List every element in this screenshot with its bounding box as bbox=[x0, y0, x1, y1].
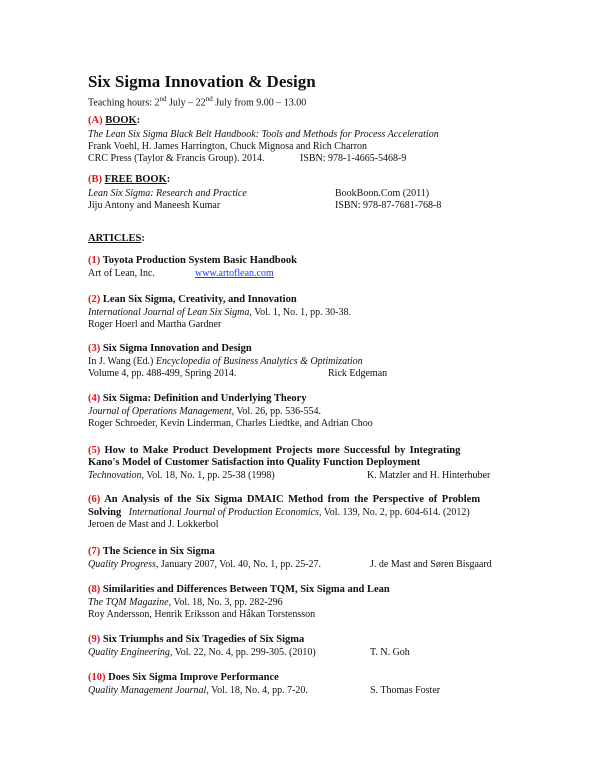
articles-label: ARTICLES bbox=[88, 233, 142, 244]
article-1-title bbox=[88, 255, 297, 266]
article-3-num: (3) bbox=[88, 343, 101, 354]
article-2-details: , Vol. 1, No. 1, pp. 30-38. bbox=[249, 307, 351, 318]
page-title: Six Sigma Innovation & Design bbox=[88, 72, 316, 91]
book-heading bbox=[88, 115, 140, 126]
article-6-citation bbox=[88, 507, 470, 519]
article-10-num: (10) bbox=[88, 672, 106, 683]
article-8-title-text: Similarities and Differences Between TQM, Six Sigma and Lean bbox=[102, 584, 390, 595]
book-authors: Frank Voehl, H. James Harrington, Chuck Mignosa and Rich Charron bbox=[88, 141, 368, 152]
article-5-details: , Vol. 18, No. 1, pp. 25-38 (1998) bbox=[141, 470, 275, 481]
article-10-journal: Quality Management Journal bbox=[88, 685, 207, 696]
book-publisher: CRC Press (Taylor & Francis Group). 2014. bbox=[88, 153, 265, 164]
article-5-citation bbox=[88, 470, 275, 482]
book-colon: : bbox=[136, 115, 141, 126]
article-9-details: , Vol. 22, No. 4, pp. 299-305. (2010) bbox=[169, 647, 316, 658]
article-2-title bbox=[88, 294, 297, 305]
article-2-journal: International Journal of Lean Six Sigma bbox=[88, 307, 250, 318]
article-7-title bbox=[88, 546, 215, 557]
article-8-authors: Roy Andersson, Henrik Eriksson and Håkan Torstensson bbox=[88, 609, 316, 620]
book-num: (A) bbox=[88, 115, 103, 126]
article-10-details: , Vol. 18, No. 4, pp. 7-20. bbox=[206, 685, 308, 696]
article-6-title bbox=[88, 494, 480, 505]
article-10-authors: S. Thomas Foster bbox=[370, 685, 441, 696]
free-book-isbn: ISBN: 978-87-7681-768-8 bbox=[335, 200, 442, 211]
article-5-title-a: How to Make Product Development Projects more Successful by Integrating bbox=[104, 445, 461, 456]
article-6-title-a: An Analysis of the Six Sigma DMAIC Method from the Perspective of Problem bbox=[104, 494, 481, 505]
article-10-title bbox=[88, 672, 279, 683]
article-8-citation bbox=[88, 597, 283, 609]
article-3-journal: Encyclopedia of Business Analytics & Optimization bbox=[155, 356, 363, 367]
article-2-title-text: Lean Six Sigma, Creativity, and Innovation bbox=[102, 294, 297, 305]
free-book-colon: : bbox=[166, 174, 171, 185]
book-isbn: ISBN: 978-1-4665-5468-9 bbox=[300, 153, 407, 164]
teaching-prefix: Teaching hours: 2 bbox=[88, 97, 160, 109]
article-6-details: , Vol. 139, No. 2, pp. 604-614. (2012) bbox=[318, 507, 470, 518]
article-8-num: (8) bbox=[88, 584, 101, 595]
free-book-num: (B) bbox=[88, 174, 102, 185]
article-8-details: , Vol. 18, No. 3, pp. 282-296 bbox=[168, 597, 283, 608]
article-1-title-text: Toyota Production System Basic Handbook bbox=[102, 255, 297, 266]
article-9-authors: T. N. Goh bbox=[370, 647, 410, 658]
free-book-title: Lean Six Sigma: Research and Practice bbox=[88, 188, 247, 199]
article-7-details: , January 2007, Vol. 40, No. 1, pp. 25-27. bbox=[155, 559, 322, 570]
article-3-title bbox=[88, 343, 252, 354]
teaching-sup1: nd bbox=[159, 95, 167, 103]
free-book-authors: Jiju Antony and Maneesh Kumar bbox=[88, 200, 221, 211]
article-9-num: (9) bbox=[88, 634, 101, 645]
book-title: The Lean Six Sigma Black Belt Handbook: Tools and Methods for Process Acceleration bbox=[88, 129, 439, 140]
article-3-details: Volume 4, pp. 488-499, Spring 2014. bbox=[88, 368, 237, 379]
article-8-title bbox=[88, 584, 390, 595]
article-4-title-text: Six Sigma: Definition and Underlying Theory bbox=[102, 393, 307, 404]
article-3-authors: Rick Edgeman bbox=[328, 368, 388, 379]
article-7-citation bbox=[88, 559, 321, 571]
book-label: BOOK bbox=[105, 115, 137, 126]
free-book-heading bbox=[88, 174, 170, 185]
article-3-title-text: Six Sigma Innovation and Design bbox=[102, 343, 252, 354]
article-9-title bbox=[88, 634, 304, 645]
article-6-title-b: Solving bbox=[88, 507, 122, 518]
article-10-citation bbox=[88, 685, 308, 697]
article-4-title bbox=[88, 393, 307, 404]
article-5-num: (5) bbox=[88, 445, 101, 456]
article-2-num: (2) bbox=[88, 294, 101, 305]
article-3-citation bbox=[88, 356, 363, 368]
article-10-title-text: Does Six Sigma Improve Performance bbox=[108, 672, 279, 683]
teaching-hours bbox=[88, 93, 306, 109]
article-1-link[interactable]: www.artoflean.com bbox=[195, 268, 274, 279]
article-5-authors: K. Matzler and H. Hinterhuber bbox=[367, 470, 491, 481]
article-4-num: (4) bbox=[88, 393, 101, 404]
article-7-journal: Quality Progress bbox=[88, 559, 156, 570]
teaching-mid: July – 22 bbox=[166, 97, 206, 109]
article-4-details: , Vol. 26, pp. 536-554. bbox=[231, 406, 321, 417]
article-4-authors: Roger Schroeder, Kevin Linderman, Charles Liedtke, and Adrian Choo bbox=[88, 418, 373, 429]
free-book-label: FREE BOOK bbox=[104, 174, 167, 185]
article-6-journal: International Journal of Production Economics bbox=[128, 507, 319, 518]
article-5-title-b: Kano's Model of Customer Satisfaction into Quality Function Deployment bbox=[88, 457, 421, 468]
teaching-suffix: July from 9.00 – 13.00 bbox=[212, 97, 307, 109]
article-2-citation bbox=[88, 307, 351, 319]
article-4-journal: Journal of Operations Management bbox=[88, 406, 232, 417]
article-5-journal: Technovation bbox=[88, 470, 142, 481]
article-7-num: (7) bbox=[88, 546, 101, 557]
article-2-authors: Roger Hoerl and Martha Gardner bbox=[88, 319, 222, 330]
articles-colon: : bbox=[141, 233, 145, 244]
articles-heading bbox=[88, 233, 145, 244]
free-book-source: BookBoon.Com (2011) bbox=[335, 188, 430, 199]
article-3-pre: In J. Wang (Ed.) bbox=[88, 356, 156, 367]
article-9-title-text: Six Triumphs and Six Tragedies of Six Sigma bbox=[102, 634, 305, 645]
article-7-title-text: The Science in Six Sigma bbox=[102, 546, 215, 557]
article-1-publisher: Art of Lean, Inc. bbox=[88, 268, 155, 279]
article-4-citation bbox=[88, 406, 321, 418]
article-7-authors: J. de Mast and Søren Bisgaard bbox=[370, 559, 492, 570]
article-6-authors: Jeroen de Mast and J. Lokkerbol bbox=[88, 519, 219, 530]
article-9-citation bbox=[88, 647, 316, 659]
article-1-num: (1) bbox=[88, 255, 101, 266]
article-9-journal: Quality Engineering bbox=[88, 647, 170, 658]
article-8-journal: The TQM Magazine bbox=[88, 597, 169, 608]
article-5-title bbox=[88, 445, 460, 456]
teaching-sup2: nd bbox=[205, 95, 213, 103]
article-6-num: (6) bbox=[88, 494, 101, 505]
